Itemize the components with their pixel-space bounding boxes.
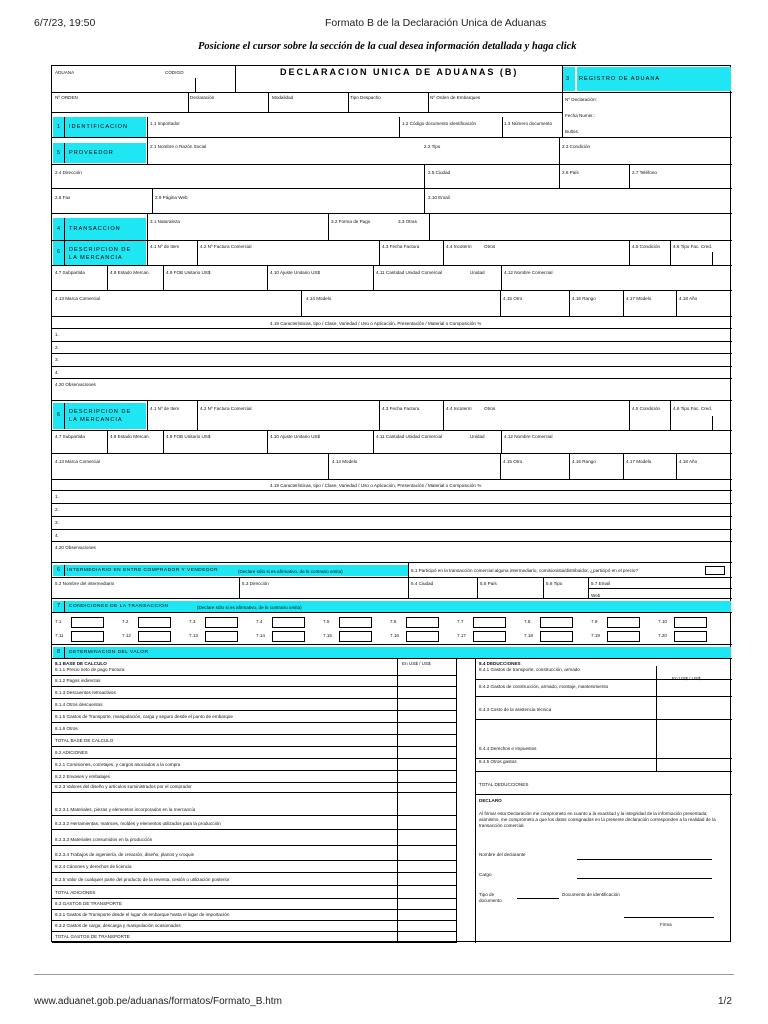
s6c-num: 6 (57, 567, 61, 573)
importador-label: 1.1 Importador (150, 121, 180, 126)
incoterm-label-1: 4.4 Incoterm (446, 244, 472, 249)
s6a-num: 6 (57, 249, 61, 255)
merc-line-1c: 3. (55, 357, 59, 362)
condicion-label: 7.13 (189, 633, 198, 638)
merc-line-1b: 2. (55, 345, 59, 350)
condicion-label: 7.9 (591, 619, 598, 624)
footer-page: 1/2 (718, 996, 732, 1007)
condicion-checkbox[interactable] (138, 631, 171, 642)
valor-left-item: 8.1.2 Pagos indirectos (55, 678, 101, 683)
int-tipo-label: 5.6 Tipo (546, 581, 563, 586)
otros-label-2: Otros (484, 406, 496, 411)
unidad-label-2: Unidad (470, 434, 485, 439)
valor-left-item: 8.1.3 Descuentos retroactivos (55, 690, 116, 695)
estado-label-2: 4.8 Estado Mercan. (110, 434, 150, 439)
condicion-label: 7.3 (189, 619, 196, 624)
valor-section[interactable] (53, 647, 731, 658)
valor-right-item: TOTAL DEDUCCIONES (479, 782, 529, 787)
registro-label: REGISTRO DE ADUANA (579, 76, 661, 82)
instruction-text: Posicione el cursor sobre la sección de la cual desea información detallada y haga click (198, 41, 577, 52)
condicion-label: 7.17 (457, 633, 466, 638)
condicion-label-1: 4.5 Condición (632, 244, 661, 249)
modalidad-label: Modalidad (272, 95, 294, 100)
cantidad-label-2: 4.11 Cantidad Unidad Comercial (376, 434, 443, 439)
valor-left-item: 8.2.3.2 Herramientas, matrices, moldes y elementos utilizados para la producción (55, 821, 221, 826)
subpartida-label-2: 4.7 Subpartida (55, 434, 85, 439)
anio-label-1: 4.18 Año (679, 296, 698, 301)
modelo2-label-2: 4.17 Modelo (626, 459, 652, 464)
s7-num: 7 (57, 603, 61, 609)
condicion-checkbox[interactable] (540, 617, 573, 628)
prov-email-label: 2.10 Email (428, 195, 450, 200)
condicion-label: 7.12 (122, 633, 131, 638)
s6b-label: DESCRIPCION DE LA MERCANCIA (69, 409, 132, 423)
condicion-checkbox[interactable] (339, 631, 372, 642)
factura-label-1: 4.2 Nº Factura Comercial (200, 244, 252, 249)
merc-line-2d: 4. (55, 533, 59, 538)
registro-num: 3 (566, 76, 570, 82)
s6c-label: INTERMEDIARIO EN ENTRE COMPRADOR Y VENDEDOR (67, 568, 219, 573)
modelo-label-1: 4.14 Modelo (306, 296, 332, 301)
prov-web-label: 2.9 Página Web (155, 195, 188, 200)
condicion-checkbox[interactable] (205, 617, 238, 628)
valor-left-item: 8.3 GASTOS DE TRANSPORTE (55, 901, 122, 906)
valor-left-item: 8.2.1 Comisiones, corretajes, y cargos asociados a la compra (55, 762, 181, 767)
incoterm-label-2: 4.4 Incoterm (446, 406, 472, 411)
marca-label-1: 4.13 Marca Comercial (55, 296, 100, 301)
orden-label: Nº ORDEN (55, 95, 78, 100)
valor-left-col: En US$ / US$ (402, 661, 431, 666)
prov-telefono-label: 2.7 Teléfono (632, 170, 657, 175)
int-ciudad-label: 5.4 Ciudad (411, 581, 434, 586)
valor-left-item: 8.2.5 Valor de cualquier parte del producto de la reventa, cesión o utilización posterior (55, 877, 230, 882)
condicion-checkbox[interactable] (406, 631, 439, 642)
valor-left-item: 8.2 ADICIONES (55, 750, 88, 755)
reg-declaracion-label: Nº Declaración: (565, 97, 597, 102)
nro-doc-label: 1.3 Número documento (504, 121, 553, 126)
condicion-checkbox[interactable] (607, 617, 640, 628)
valor-left-item: 8.3.2 Gastos de carga, descarga y manipulación ocasionados (55, 923, 181, 928)
valor-left-item: 8.2.3 Valores del diseño y artículos suministrados por el comprador (55, 784, 192, 789)
ajuste-label-1: 4.10 Ajuste Unitario US$ (270, 270, 321, 275)
condicion-checkbox[interactable] (473, 631, 506, 642)
condicion-label: 7.4 (256, 619, 263, 624)
condicion-label: 7.6 (390, 619, 397, 624)
condicion-label: 7.7 (457, 619, 464, 624)
condicion-label: 7.8 (524, 619, 531, 624)
condicion-checkbox[interactable] (674, 631, 707, 642)
condicion-checkbox[interactable] (473, 617, 506, 628)
item-label-2: 4.1 Nº de Item (150, 406, 180, 411)
prov-nombre-label: 2.1 Nombre o Razón Social (150, 144, 207, 149)
modelo-label-2: 4.14 Modelo (332, 459, 358, 464)
nombre-com-label-2: 4.12 Nombre Comercial (504, 434, 553, 439)
valor-left-item: 8.1.6 Otros (55, 726, 78, 731)
condicion-checkbox[interactable] (272, 631, 305, 642)
prov-fax-label: 2.8 Fax (55, 195, 71, 200)
tipo-fac-label-2: 4.6 Tipo Fac. Cred. (673, 406, 713, 411)
s6c-note: (Declare sólo si es afirmativo, de lo contrario omita) (238, 569, 343, 574)
tipo-doc-label: Tipo de documento (479, 892, 502, 903)
intermediario-checkbox[interactable] (705, 566, 725, 575)
marca-label-2: 4.13 Marca Comercial (55, 459, 100, 464)
condicion-label: 7.5 (323, 619, 330, 624)
unidad-label-1: Unidad (470, 270, 485, 275)
valor-left-item: TOTAL BASE DE CALCULO (55, 738, 114, 743)
int-web-label: Web (591, 593, 601, 598)
merc-line-2b: 2. (55, 507, 59, 512)
rango-label-2: 4.16 Rango (572, 459, 596, 464)
prov-tipo-label: 2.2 Tipo (424, 144, 441, 149)
s5-num: 5 (57, 150, 61, 156)
fecha-factura-label-2: 4.3 Fecha Factura (382, 406, 420, 411)
condicion-label: 7.11 (55, 633, 64, 638)
doc-ident-label: 1.2 Código documento identificación (402, 121, 477, 126)
declaracion-label: Declaración (190, 95, 215, 100)
footer-url[interactable]: www.aduanet.gob.pe/aduanas/formatos/Formato_B.htm (34, 996, 282, 1007)
prov-pais-label: 2.6 País (562, 170, 579, 175)
s6a-label: DESCRIPCION DE LA MERCANCIA (69, 247, 132, 261)
naturaleza-label: 3.1 Naturaleza (150, 219, 180, 224)
s4-label: TRANSACCION (69, 226, 121, 232)
otro-label-2: 4.15 Otro (503, 459, 523, 464)
condicion-checkbox[interactable] (272, 617, 305, 628)
caracteristicas-label-1: 4.19 Características, tipo / Clase, Variedad / Uso o Aplicación, Presentación / Material o Composición % (270, 321, 482, 326)
condicion-checkbox[interactable] (540, 631, 573, 642)
base-calculo-header: 8.1 BASE DE CALCULO (55, 661, 107, 666)
estado-label-1: 4.8 Estado Mercan. (110, 270, 150, 275)
s1-num: 1 (57, 124, 61, 130)
tipo-fac-label-1: 4.6 Tipo Fac. Cred. (673, 244, 713, 249)
merc-line-2a: 1. (55, 494, 59, 499)
otros-label-1: Otros (484, 244, 496, 249)
condicion-label: 7.2 (122, 619, 129, 624)
int-nombre-label: 5.2 Nombre del intermediario (55, 581, 115, 586)
valor-left-item: 8.2.4 Cánones y derechos de licencia (55, 864, 132, 869)
condicion-label-2: 4.5 Condición (632, 406, 661, 411)
nro-doc-declarante-label: Documento de identificación (562, 892, 620, 897)
observaciones-label-2: 4.20 Observaciones (55, 545, 96, 550)
s5-label: PROVEEDOR (69, 150, 114, 156)
anio-label-2: 4.18 Año (679, 459, 698, 464)
condicion-checkbox[interactable] (205, 631, 238, 642)
condicion-label: 7.14 (256, 633, 265, 638)
s6b-num: 6 (57, 412, 61, 418)
declarante-nombre-label: Nombre del declarante (479, 852, 526, 857)
codigo-label: CODIGO (165, 70, 184, 75)
deducciones-header: 8.4 DEDUCCIONES (479, 661, 521, 666)
subpartida-label-1: 4.7 Subpartida (55, 270, 85, 275)
int-pais-label: 5.5 País (480, 581, 497, 586)
condicion-checkbox[interactable] (406, 617, 439, 628)
merc-line-1d: 4. (55, 370, 59, 375)
aduana-label: ADUANA (55, 70, 75, 75)
tipo-despacho-label: Tipo Despacho (350, 95, 381, 100)
s1-label: IDENTIFICACION (69, 124, 129, 130)
condicion-label: 7.20 (658, 633, 667, 638)
print-page-title: Formato B de la Declaración Unica de Aduanas (325, 17, 547, 29)
declaro-label: DECLARO (479, 798, 502, 803)
condicion-label: 7.18 (524, 633, 533, 638)
caracteristicas-label-2: 4.19 Características, tipo / Clase, Variedad / Uso o Aplicación, Presentación / Material o Composición % (270, 483, 482, 488)
prov-ciudad-label: 2.5 Ciudad (428, 170, 451, 175)
valor-left-item: TOTAL GASTOS DE TRANSPORTE (55, 934, 130, 939)
item-label-1: 4.1 Nº de Item (150, 244, 180, 249)
valor-left-item: 8.1.4 Otros descuentos (55, 702, 103, 707)
valor-left-item: 8.3.1 Gastos de Transporte desde el lugar de embarque hasta el lugar de importación (55, 912, 230, 917)
otro-label-1: 4.15 Otro (503, 296, 523, 301)
valor-left-item: 8.2.3.3 Materiales consumidos en la producción (55, 837, 153, 842)
ajuste-label-2: 4.10 Ajuste Unitario US$ (270, 434, 321, 439)
embarques-label: Nº Orden de Embarques (430, 95, 481, 100)
valor-left-item: 8.2.3.1 Materiales, piezas y elementos incorporados en la mercancía (55, 807, 196, 812)
prov-direccion-label: 2.4 Dirección (55, 170, 82, 175)
observaciones-label-1: 4.20 Observaciones (55, 382, 96, 387)
intermediario-pregunta: 5.1 Participó en la transacción comercial alguna intermediario, comisionista/distribuidor, ¿participó en el precio? (411, 568, 638, 573)
s8-num: 8 (57, 649, 61, 655)
declaro-text: Al firmar esta Declaración me comprometo en cuanto a la exactitud y la integridad de la información presentada; asimismo, me comprometo a que los datos consignados en la presente declaración corresponden a la realidad de la transacción comercial. (479, 811, 716, 828)
valor-right-item: 8.4.2 Gastos de construcción, armado, montaje, mantenimiento (479, 684, 609, 689)
valor-left-item: TOTAL ADICIONES (55, 890, 96, 895)
prov-condicion-label: 2.3 Condición (562, 144, 591, 149)
rango-label-1: 4.16 Rango (572, 296, 596, 301)
s4-num: 4 (57, 226, 61, 232)
valor-left-item: 8.2.2 Envases y embalajes (55, 774, 110, 779)
condicion-label: 7.16 (390, 633, 399, 638)
valor-right-item: 8.4.1 Gastos de transporte, construcción, armado (479, 667, 580, 672)
int-email-label: 5.7 Email (591, 581, 611, 586)
s7-label: CONDICIONES DE LA TRANSACCION (69, 604, 169, 609)
valor-right-item: 8.4.3 Costo de la asistencia técnica (479, 707, 552, 712)
valor-left-item: 8.2.3.4 Trabajos de ingeniería, de creación, diseño, planos y croquis (55, 852, 194, 857)
merc-line-2c: 3. (55, 520, 59, 525)
nombre-com-label-1: 4.12 Nombre Comercial (504, 270, 553, 275)
s8-label: DETERMINACION DEL VALOR (69, 650, 149, 655)
declarante-cargo-label: Cargo (479, 872, 492, 877)
form-title: DECLARACION UNICA DE ADUANAS (B) (280, 67, 519, 77)
fob-label-2: 4.9 FOB Unitario US$ (166, 434, 211, 439)
int-direccion-label: 5.3 Dirección (242, 581, 269, 586)
forma-pago-label: 3.2 Forma de Pago (331, 219, 371, 224)
condicion-checkbox[interactable] (674, 617, 707, 628)
form-b-declaracion (51, 65, 731, 942)
valor-right-item: 8.4.5 Otros gastos (479, 759, 517, 764)
condicion-checkbox[interactable] (71, 617, 104, 628)
otras-label: 3.3 Otras (398, 219, 417, 224)
factura-label-2: 4.2 Nº Factura Comercial (200, 406, 252, 411)
condicion-label: 7.19 (591, 633, 600, 638)
valor-left-item: 8.1.1 Precio neto de pago Factura (55, 667, 125, 672)
condicion-label: 7.15 (323, 633, 332, 638)
condicion-label: 7.1 (55, 619, 62, 624)
condicion-checkbox[interactable] (607, 631, 640, 642)
firma-label: Firma (660, 922, 672, 927)
merc-line-1a: 1. (55, 332, 59, 337)
condicion-label: 7.10 (658, 619, 667, 624)
condicion-checkbox[interactable] (71, 631, 104, 642)
valor-right-item: 8.4.4 Derechos e Impuestos (479, 746, 537, 751)
reg-bultos-label: Bultos: (565, 129, 580, 134)
reg-fecha-label: Fecha Numer.: (565, 113, 596, 118)
print-datetime: 6/7/23, 19:50 (34, 17, 96, 29)
s7-note: (Declare sólo si es afirmativo, de lo contrario omita) (197, 605, 302, 610)
condicion-checkbox[interactable] (138, 617, 171, 628)
modelo2-label-1: 4.17 Modelo (626, 296, 652, 301)
fob-label-1: 4.9 FOB Unitario US$ (166, 270, 211, 275)
cantidad-label-1: 4.11 Cantidad Unidad Comercial (376, 270, 443, 275)
fecha-factura-label-1: 4.3 Fecha Factura (382, 244, 420, 249)
valor-left-item: 8.1.5 Gastos de Transporte, manipulación, carga y seguro desde el punto de embarque (55, 714, 233, 719)
condicion-checkbox[interactable] (339, 617, 372, 628)
